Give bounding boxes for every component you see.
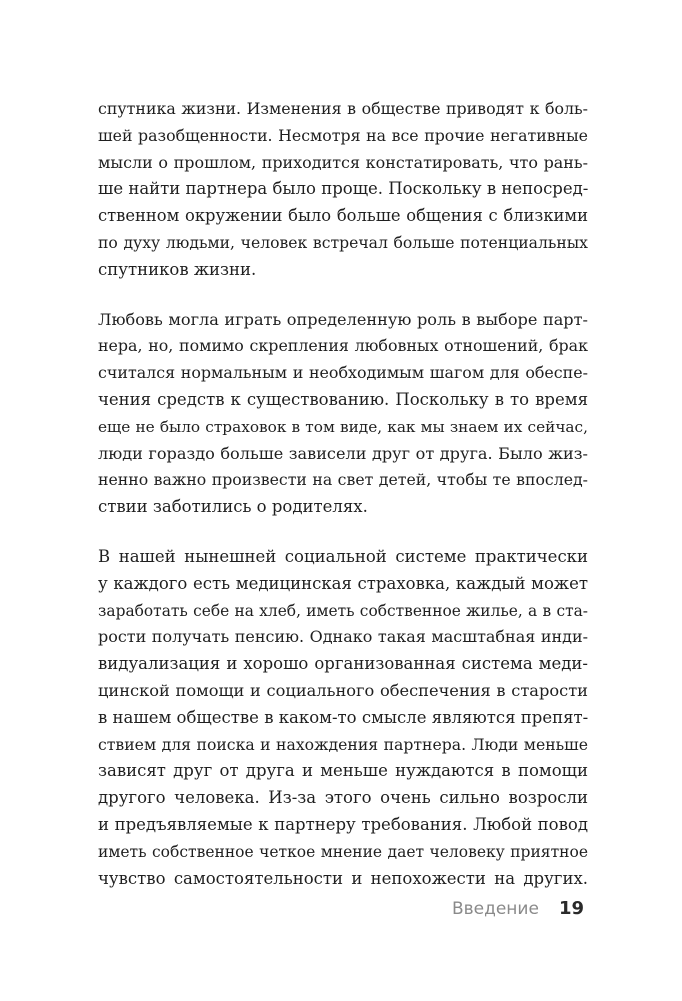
- text-line: Любовь могла играть определенную роль в выборе парт-: [98, 309, 588, 329]
- text-line: ствии заботились о родителях.: [98, 497, 368, 517]
- text-line: рости получать пенсию. Однако такая масштабная инди-: [98, 627, 588, 647]
- text-line: люди гораздо больше зависели друг от друга. Было жиз-: [98, 443, 588, 463]
- text-line: спутников жизни.: [98, 259, 257, 279]
- page-number: 19: [558, 898, 584, 919]
- text-line: в нашем обществе в каком-то смысле являются препят-: [98, 707, 589, 727]
- text-line: видуализация и хорошо организованная система меди-: [98, 654, 588, 674]
- text-line: у каждого есть медицинская страховка, каждый может: [98, 573, 588, 593]
- text-line: нера, но, помимо скрепления любовных отношений, брак: [98, 336, 588, 356]
- paragraph-3: [98, 544, 588, 892]
- text-line: заработать себе на хлеб, иметь собственное жилье, а в ста-: [98, 601, 588, 620]
- text-line: иметь собственное четкое мнение дает человеку приятное: [98, 842, 588, 861]
- page-footer: [452, 898, 584, 919]
- text-line: другого человека. Из-за этого очень сильно возросли: [98, 788, 588, 808]
- text-line: и предъявляемые к партнеру требования. Любой повод: [98, 814, 588, 834]
- text-line: чувство самостоятельности и непохожести на других.: [98, 868, 588, 888]
- text-line: чения средств к существованию. Поскольку в то время: [98, 389, 588, 409]
- paragraph-1: [98, 96, 588, 284]
- body-text: [98, 96, 588, 915]
- text-line: В нашей нынешней социальной системе практически: [98, 546, 588, 566]
- text-line: по духу людьми, человек встречал больше потенциальных: [98, 233, 588, 252]
- text-line: мысли о прошлом, приходится констатировать, что рань-: [98, 152, 588, 172]
- text-line: ственном окружении было больше общения с близкими: [98, 206, 588, 226]
- text-line: зависят друг от друга и меньше нуждаются в помощи: [98, 761, 588, 781]
- text-line: спутника жизни. Изменения в обществе приводят к боль-: [98, 99, 588, 118]
- text-line: шей разобщенности. Несмотря на все прочие негативные: [98, 125, 588, 145]
- text-line: считался нормальным и необходимым шагом для обеспе-: [98, 363, 588, 383]
- text-line: цинской помощи и социального обеспечения в старости: [98, 680, 588, 700]
- text-line: ненно важно произвести на свет детей, чтобы те впослед-: [98, 470, 588, 490]
- text-line: ствием для поиска и нахождения партнера. Люди меньше: [98, 734, 588, 754]
- paragraph-2: [98, 307, 588, 521]
- text-line: ше найти партнера было проще. Поскольку в непосред-: [98, 179, 589, 199]
- text-line: еще не было страховок в том виде, как мы знаем их сейчас,: [98, 417, 588, 436]
- running-head: Введение: [451, 899, 539, 919]
